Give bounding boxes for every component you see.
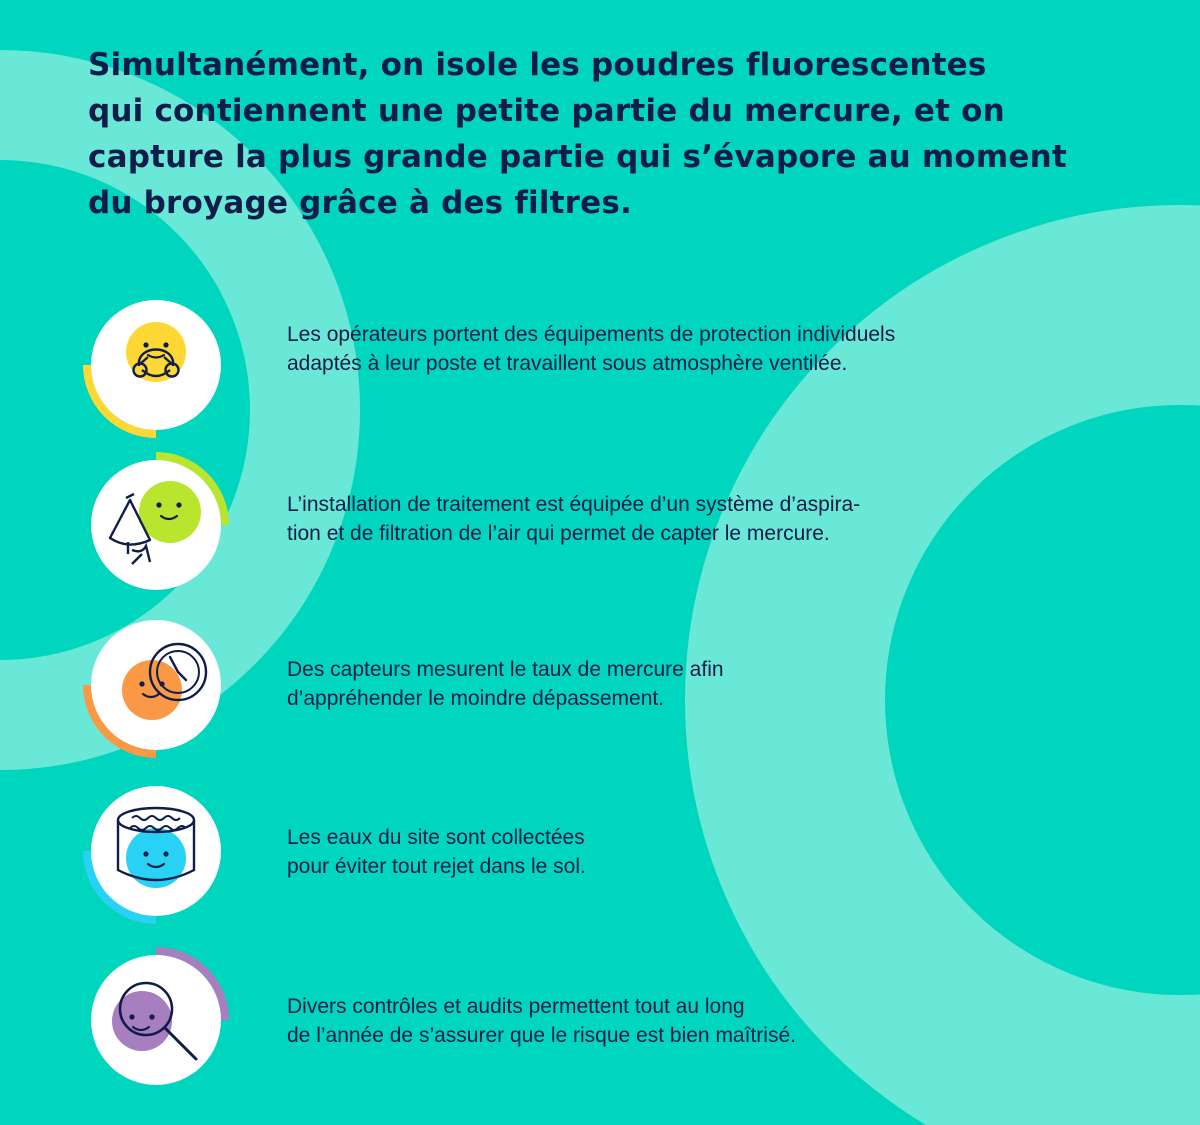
gauge-sensor-icon [70, 610, 240, 760]
measure-text [287, 992, 796, 1050]
text-line: Divers contrôles et audits permettent tout au long [287, 995, 745, 1018]
air-filter-face-icon [70, 450, 240, 600]
text-line: Des capteurs mesurent le taux de mercure afin [287, 658, 724, 681]
measure-text [287, 320, 895, 378]
measure-text [287, 655, 724, 713]
water-tank-icon [70, 776, 240, 926]
text-line: tion et de filtration de l’air qui permet de capter le mercure. [287, 522, 830, 545]
page-heading [88, 42, 1148, 226]
heading-line: capture la plus grande partie qui s’évapore au moment [88, 139, 1067, 175]
heading-line: du broyage grâce à des filtres. [88, 185, 633, 221]
magnifier-icon [70, 945, 240, 1095]
text-line: pour éviter tout rejet dans le sol. [287, 855, 586, 878]
text-line: Les opérateurs portent des équipements de protection individuels [287, 323, 896, 346]
measure-text [287, 823, 586, 881]
text-line: de l’année de s’assurer que le risque est bien maîtrisé. [287, 1024, 796, 1047]
measure-item-sensors [0, 610, 1200, 760]
measure-item-air-filtration [0, 450, 1200, 600]
text-line: Les eaux du site sont collectées [287, 826, 585, 849]
heading-line: Simultanément, on isole les poudres fluorescentes [88, 47, 987, 83]
text-line: d’appréhender le moindre dépassement. [287, 687, 665, 710]
measure-text [287, 490, 860, 548]
text-line: L’installation de traitement est équipée d’un système d’aspira- [287, 493, 861, 516]
measure-item-water [0, 776, 1200, 926]
heading-line: qui contiennent une petite partie du mercure, et on [88, 93, 1005, 129]
measure-item-audits [0, 945, 1200, 1095]
measure-item-protection [0, 290, 1200, 440]
mask-face-icon [70, 290, 240, 440]
text-line: adaptés à leur poste et travaillent sous atmosphère ventilée. [287, 352, 848, 375]
